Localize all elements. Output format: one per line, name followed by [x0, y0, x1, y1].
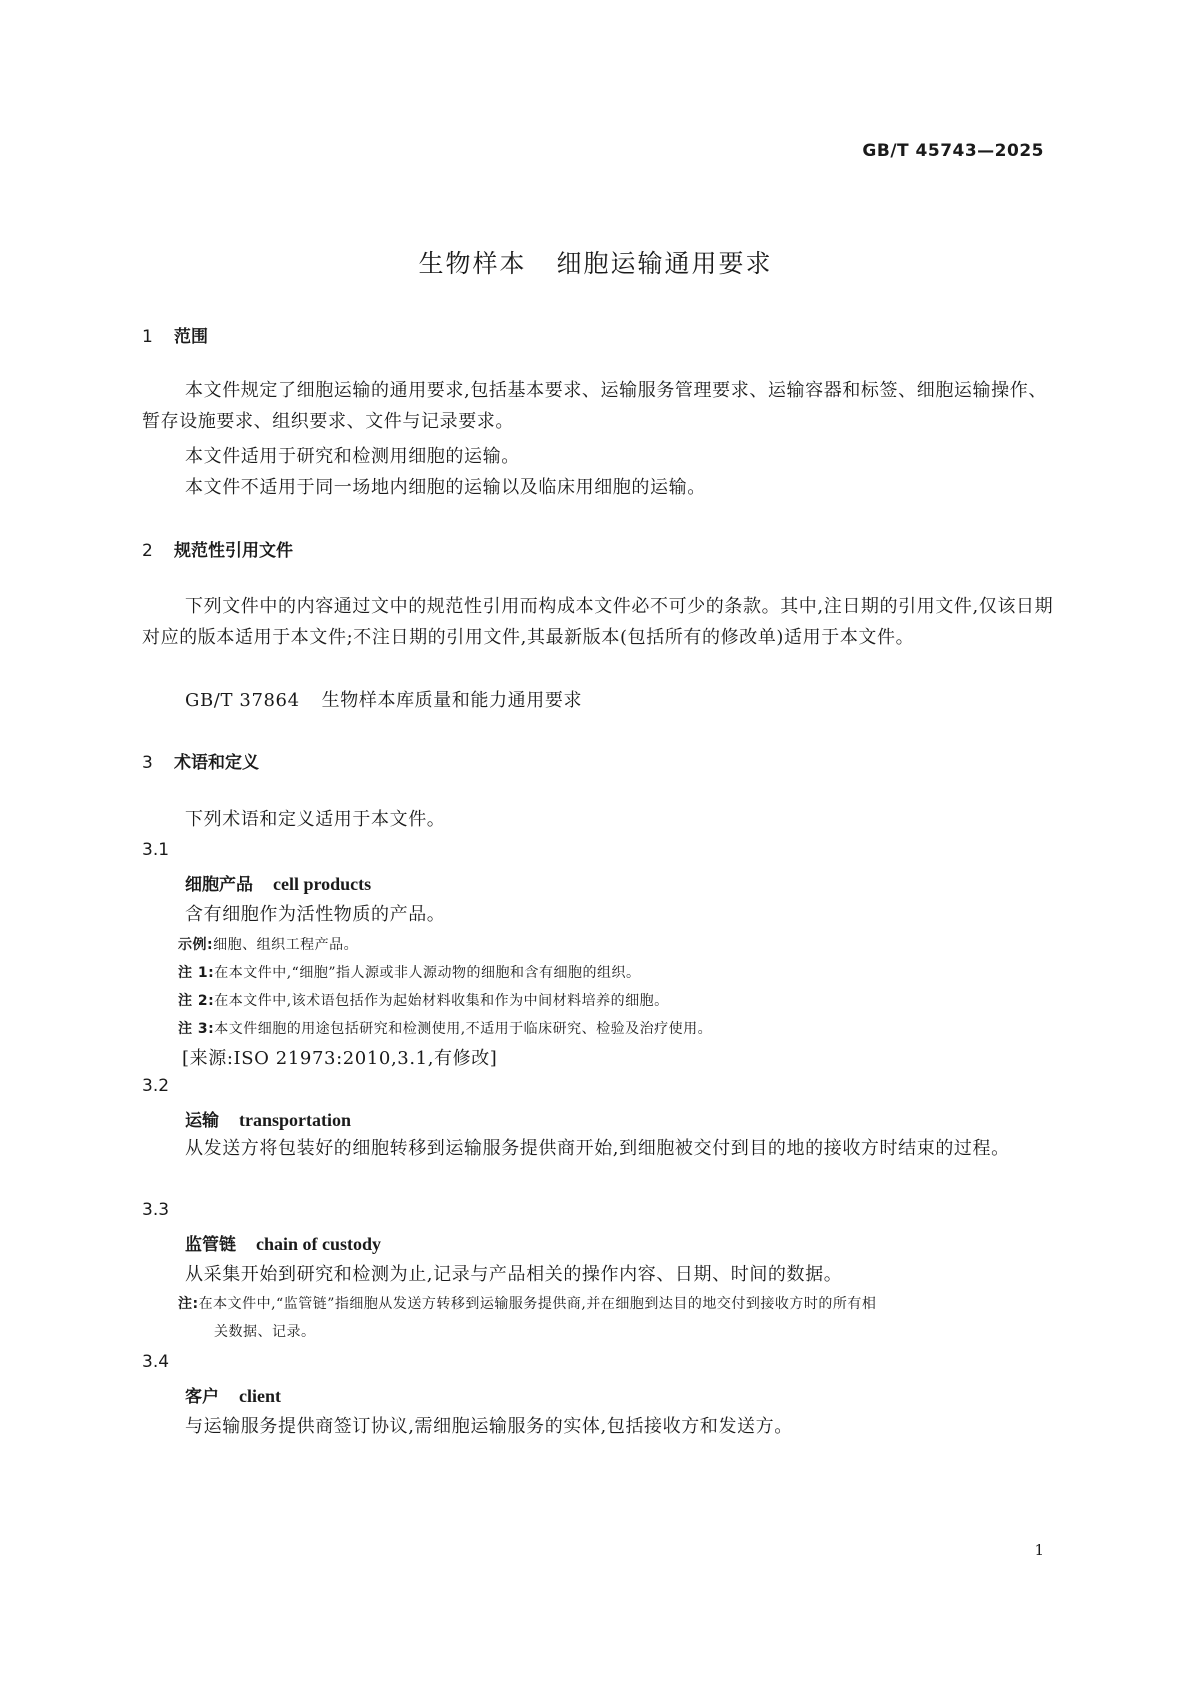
term-zh: 客户 [185, 1387, 219, 1407]
note-label: 注: [178, 1296, 199, 1312]
reference-code: GB/T 37864 [185, 690, 300, 711]
term-note-1 [178, 962, 640, 982]
note-text-line-1: 在本文件中,“监管链”指细胞从发送方转移到运输服务提供商,并在细胞到达目的地交付到接收方时的所有相 [198, 1296, 877, 1312]
term-heading [185, 1230, 381, 1255]
section-3-intro: 下列术语和定义适用于本文件。 [185, 809, 446, 830]
section-1-paragraph-3: 本文件不适用于同一场地内细胞的运输以及临床用细胞的运输。 [185, 477, 706, 498]
term-number: 3.2 [142, 1076, 170, 1096]
note-label: 注 3: [178, 1021, 215, 1037]
term-zh: 细胞产品 [185, 875, 253, 895]
section-2-heading [142, 536, 293, 561]
section-number: 1 [142, 327, 153, 347]
standard-code: GB/T 45743—2025 [862, 141, 1044, 161]
term-note-2 [178, 990, 669, 1010]
document-title [0, 244, 1191, 280]
section-3-heading [142, 748, 259, 773]
note-label: 注 2: [178, 993, 215, 1009]
term-source: [来源:ISO 21973:2010,3.1,有修改] [182, 1048, 498, 1069]
section-1-paragraph-1: 本文件规定了细胞运输的通用要求,包括基本要求、运输服务管理要求、运输容器和标签、细胞运输操作、暂存设施要求、组织要求、文件与记录要求。 [142, 380, 1047, 432]
title-part-1: 生物样本 [418, 249, 527, 278]
reference-title: 生物样本库质量和能力通用要求 [321, 690, 583, 711]
term-number: 3.1 [142, 840, 170, 860]
section-2-paragraph-1: 下列文件中的内容通过文中的规范性引用而构成本文件必不可少的条款。其中,注日期的引用文件,仅该日期对应的版本适用于本文件;不注日期的引用文件,其最新版本(包括所有的修改单)适用于本文件。 [142, 596, 1054, 648]
term-en: cell products [273, 874, 372, 894]
term-note [178, 1290, 1060, 1346]
term-definition: 含有细胞作为活性物质的产品。 [185, 904, 446, 925]
normative-reference [185, 686, 582, 712]
term-heading [185, 1106, 351, 1131]
section-title: 术语和定义 [174, 753, 259, 773]
example-label: 示例: [178, 937, 214, 953]
term-note-3 [178, 1018, 712, 1038]
term-definition: 从发送方将包装好的细胞转移到运输服务提供商开始,到细胞被交付到目的地的接收方时结束的过程。 [185, 1138, 1010, 1159]
section-1-heading [142, 322, 208, 347]
note-text-line-2: 关数据、记录。 [214, 1324, 316, 1340]
term-en: chain of custody [256, 1234, 382, 1254]
note-text: 在本文件中,该术语包括作为起始材料收集和作为中间材料培养的细胞。 [214, 993, 669, 1009]
page-number: 1 [1034, 1541, 1044, 1559]
term-number: 3.3 [142, 1200, 170, 1220]
term-example [178, 934, 358, 954]
title-part-2: 细胞运输通用要求 [556, 249, 773, 278]
section-title: 范围 [174, 327, 208, 347]
term-zh: 监管链 [185, 1235, 236, 1255]
section-number: 2 [142, 541, 153, 561]
section-number: 3 [142, 753, 153, 773]
term-heading [185, 870, 371, 895]
term-definition: 从采集开始到研究和检测为止,记录与产品相关的操作内容、日期、时间的数据。 [185, 1264, 843, 1285]
section-1-paragraph-2: 本文件适用于研究和检测用细胞的运输。 [185, 446, 520, 467]
term-en: transportation [239, 1110, 351, 1130]
term-number: 3.4 [142, 1352, 170, 1372]
term-heading [185, 1382, 281, 1407]
note-label: 注 1: [178, 965, 215, 981]
term-en: client [239, 1386, 281, 1406]
section-title: 规范性引用文件 [174, 541, 293, 561]
note-text: 在本文件中,“细胞”指人源或非人源动物的细胞和含有细胞的组织。 [214, 965, 641, 981]
term-definition: 与运输服务提供商签订协议,需细胞运输服务的实体,包括接收方和发送方。 [185, 1416, 793, 1437]
note-text: 本文件细胞的用途包括研究和检测使用,不适用于临床研究、检验及治疗使用。 [214, 1021, 713, 1037]
term-zh: 运输 [185, 1111, 219, 1131]
example-text: 细胞、组织工程产品。 [213, 937, 359, 953]
